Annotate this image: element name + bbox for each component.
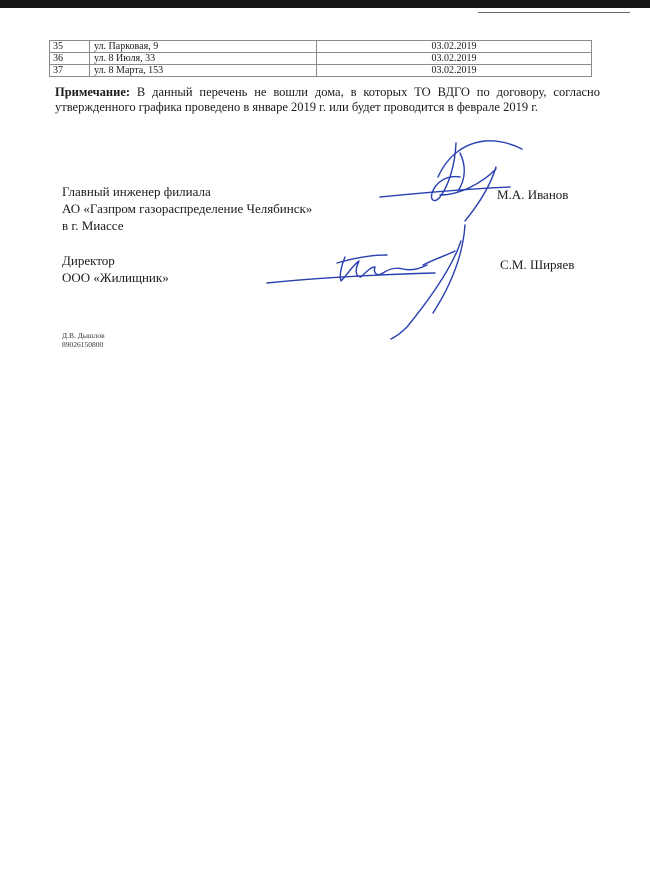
row-number: 36	[50, 53, 90, 65]
row-date: 03.02.2019	[317, 41, 592, 53]
table-row	[50, 41, 592, 53]
signatory-chief-engineer	[62, 183, 312, 234]
handwritten-signature-shiryaev	[255, 215, 495, 345]
signatory-title-line: в г. Миассе	[62, 218, 124, 233]
row-number: 37	[50, 65, 90, 77]
contact-phone: 89026150800	[62, 340, 104, 349]
row-date: 03.02.2019	[317, 53, 592, 65]
contact-block	[62, 331, 105, 349]
signatory-title-line: Директор	[62, 253, 115, 268]
signatory-name-ivanov: М.А. Иванов	[497, 187, 569, 202]
signatory-name-shiryaev: С.М. Ширяев	[500, 257, 575, 272]
scan-top-edge	[0, 0, 650, 8]
signatory-title-line: АО «Газпром газораспределение Челябинск»	[62, 201, 313, 216]
table-row	[50, 53, 592, 65]
signatory-title-line: Главный инженер филиала	[62, 184, 211, 199]
row-address: ул. Парковая, 9	[90, 41, 317, 53]
note-label: Примечание:	[55, 85, 131, 99]
row-number: 35	[50, 41, 90, 53]
divider-line	[478, 12, 630, 13]
row-date: 03.02.2019	[317, 65, 592, 77]
row-address: ул. 8 Марта, 153	[90, 65, 317, 77]
signatory-title-line: ООО «Жилищник»	[62, 270, 169, 285]
address-table	[49, 40, 592, 77]
table-row	[50, 65, 592, 77]
note-paragraph	[55, 85, 600, 115]
contact-name: Д.В. Дышлов	[62, 331, 105, 340]
signatory-director	[62, 252, 169, 286]
note-text: В данный перечень не вошли дома, в которых ТО ВДГО по договору, согласно утвержденного графика проведено в январе 2019 г. или будет проводится в феврале 2019 г.	[55, 85, 600, 114]
row-address: ул. 8 Июля, 33	[90, 53, 317, 65]
